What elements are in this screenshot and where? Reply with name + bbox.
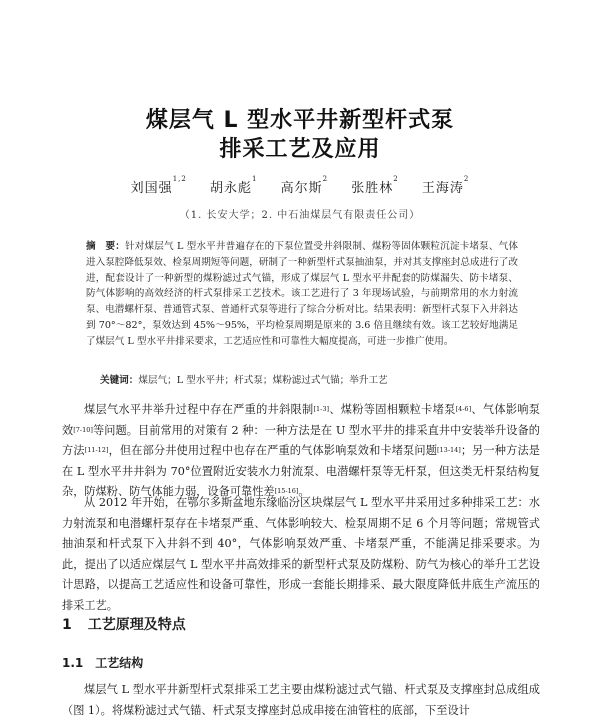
citation: [4-6]	[455, 405, 472, 413]
author: 王海涛$^2$	[421, 175, 470, 196]
keywords-label: 关键词：	[100, 375, 139, 386]
citation: [7-10]	[73, 425, 93, 434]
subsection-heading: 1.1 工艺结构	[62, 656, 144, 670]
section-paragraph: 煤层气 L 型水平井新型杆式泵排采工艺主要由煤粉滤过式气锚、杆式泵及支撑座封总成组成（图 1）。将煤粉滤过式气锚、杆式泵支撑座封总成串接在油管柱的底部，下至设计	[62, 683, 540, 717]
citation: [15-16]	[274, 487, 299, 496]
citation: [11-12]	[84, 446, 109, 455]
abstract	[86, 239, 518, 350]
citation: [13-14]	[437, 446, 461, 455]
paper-title-line2: 排采工艺及应用	[219, 137, 381, 162]
author-list	[0, 177, 600, 196]
keywords-text: 煤层气；L 型水平井；杆式泵；煤粉滤过式气锚；举升工艺	[138, 375, 388, 386]
abstract-label: 摘 要：	[86, 241, 126, 252]
section-heading: 1 工艺原理及特点	[62, 617, 186, 633]
author: 胡永彪$^1$	[209, 175, 258, 196]
author: 张胜林$^2$	[351, 175, 399, 196]
author: 刘国强$^{1,2}$	[130, 175, 187, 196]
affiliation: （1. 长安大学；2. 中石油煤层气有限责任公司）	[179, 210, 421, 221]
keywords	[100, 372, 520, 386]
abstract-text: 针对煤层气 L 型水平井普遍存在的下泵位置受井斜限制、煤粉等固体颗粒沉淀卡堵泵、气体进入泵腔降低泵效、检泵周期短等问题，研制了一种新型杆式泵抽油泵，并对其支撑座封总成进行了改进，配套设计了一种新型的煤粉滤过式气锚，形成了煤层气 L 型水平井配套的防煤漏失、防卡堵泵、防气体影响的高效经济的杆式泵排采工艺技术。该工艺进行了 3 年现场试验，与前期常用的水力射流泵、电潜螺杆泵、普通管式泵、普通杆式泵等进行了综合分析对比。结果表明：新型杆式泵下入井斜达到 70°～82°，泵效达到 45%～95%，平均检泵周期是原来的 3.6 倍且继续有效。该工艺较好地满足了煤层气 L 型水平井排采要求，工艺适应性和可靠性大幅度提高，可进一步推广使用。	[86, 241, 518, 347]
author: 高尔斯$^2$	[280, 175, 329, 196]
intro-paragraph-1: 煤层气水平井举升过程中存在严重的井斜限制[1-3]、煤粉等固相颗粒卡堵泵[4-6]、气体影响泵效[7-10]等问题。目前常用的对策有 2 种：一种方法是在 U 型水平井的排采直井中安装举升设备的方法[11-12]，但在部分井使用过程中也存在严重的气体影响泵效和卡堵泵问题[13-14]；另一种方法是在 L 型水平井井斜为 70°位置附近安装水力射流泵、电潜螺杆泵等无杆泵，但这类无杆泵结构复杂，防煤粉、防气体能力弱，设备可靠性差[15-16]。	[62, 403, 540, 499]
paper-title-line1: 煤层气 L 型水平井新型杆式泵	[145, 108, 455, 133]
citation: [1-3]	[313, 405, 330, 413]
intro-paragraph-2: 从 2012 年开始，在鄂尔多斯盆地东缘临汾区块煤层气 L 型水平井采用过多种排采工艺：水力射流泵和电潜螺杆泵存在卡堵泵严重、气体影响较大、检泵周期不足 6 个月等问题；常规管式抽油泵和杆式泵下入井斜不到 40°，气体影响泵效严重、卡堵泵严重，不能满足排采要求。为此，提出了以适应煤层气 L 型水平井高效排采的新型杆式泵及防煤粉、防气为核心的举升工艺设计思路，以提高工艺适应性和设备可靠性，形成一套能长期排采、最大限度降低井底生产流压的排采工艺。	[62, 496, 540, 612]
